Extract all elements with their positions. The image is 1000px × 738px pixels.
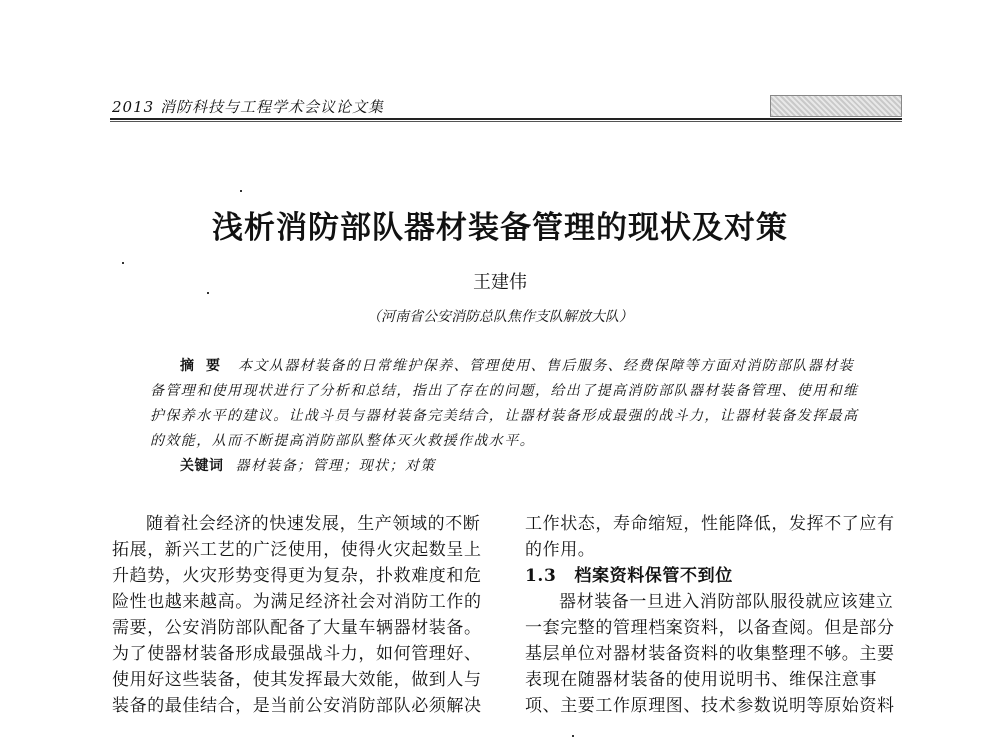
header-rule-thin xyxy=(110,121,902,122)
body-right-line: 一套完整的管理档案资料，以备查阅。但是部分 xyxy=(525,618,895,638)
paper-title: 浅析消防部队器材装备管理的现状及对策 xyxy=(212,210,788,246)
body-right-line: 项、主要工作原理图、技术参数说明等原始资料 xyxy=(525,696,895,716)
body-right-line: 工作状态，寿命缩短，性能降低，发挥不了应有 xyxy=(525,514,895,534)
section-heading-1-3 xyxy=(525,564,733,589)
scan-stamp-image xyxy=(770,95,902,117)
body-right-line: 表现在随器材装备的使用说明书、维保注意事 xyxy=(525,670,877,690)
abstract-label: 摘要 xyxy=(180,358,232,374)
author-affiliation: （河南省公安消防总队焦作支队解放大队） xyxy=(367,309,633,325)
abstract-line-3: 护保养水平的建议。让战斗员与器材装备完美结合，让器材装备形成最强的战斗力，让器材装备发挥最高 xyxy=(150,408,859,424)
scan-speck xyxy=(240,190,242,192)
body-right-line: 基层单位对器材装备资料的收集整理不够。主要 xyxy=(525,644,895,664)
abstract-line-4: 的效能，从而不断提高消防部队整体灭火救援作战水平。 xyxy=(150,433,535,449)
body-left-line: 拓展，新兴工艺的广泛使用，使得火灾起数呈上 xyxy=(112,540,482,560)
section-title: 档案资料保管不到位 xyxy=(574,566,733,586)
keywords-line xyxy=(180,456,436,476)
section-number: 1.3 xyxy=(525,566,557,586)
abstract-text: 本文从器材装备的日常维护保养、管理使用、售后服务、经费保障等方面对消防部队器材装 xyxy=(238,358,854,374)
body-left-line: 险性也越来越高。为满足经济社会对消防工作的 xyxy=(112,592,482,612)
body-right-line: 器材装备一旦进入消防部队服役就应该建立 xyxy=(559,592,894,612)
body-left-line: 随着社会经济的快速发展，生产领域的不断 xyxy=(146,514,481,534)
scan-speck xyxy=(122,262,124,264)
body-left-line: 升趋势，火灾形势变得更为复杂，扑救难度和危 xyxy=(112,566,482,586)
body-left-line: 需要，公安消防部队配备了大量车辆器材装备。 xyxy=(112,618,482,638)
body-left-line: 为了使器材装备形成最强战斗力，如何管理好、 xyxy=(112,644,482,664)
abstract-line-1 xyxy=(180,356,854,376)
body-left-line: 使用好这些装备，使其发挥最大效能，做到人与 xyxy=(112,670,482,690)
keywords-text: 器材装备；管理；现状；对策 xyxy=(235,458,436,474)
author-name: 王建伟 xyxy=(473,272,527,293)
body-left-line: 装备的最佳结合，是当前公安消防部队必须解决 xyxy=(112,696,482,716)
journal-header: 2013 消防科技与工程学术会议论文集 xyxy=(112,98,384,116)
keywords-label: 关键词 xyxy=(180,458,224,474)
header-rule xyxy=(110,118,902,120)
scan-speck xyxy=(572,735,574,737)
body-right-line: 的作用。 xyxy=(525,540,596,560)
abstract-line-2: 备管理和使用现状进行了分析和总结，指出了存在的问题，给出了提高消防部队器材装备管理、使用和维 xyxy=(150,383,859,399)
